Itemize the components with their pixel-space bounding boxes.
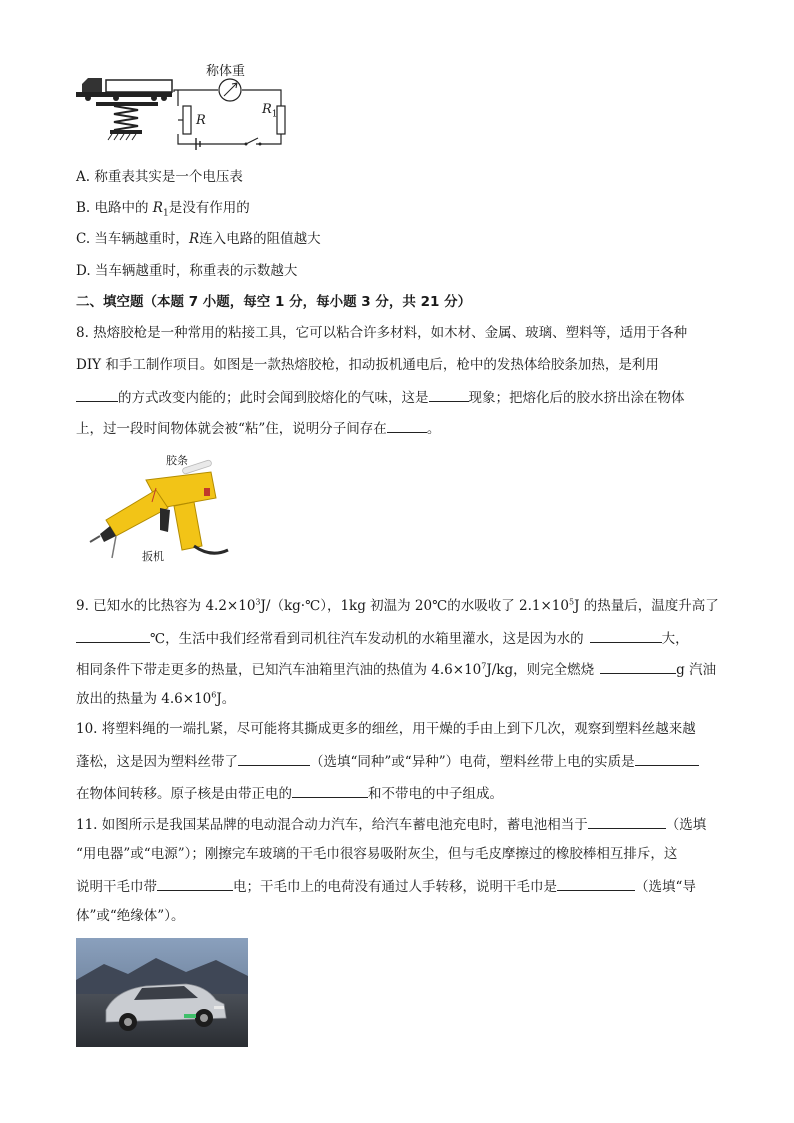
option-b: B. 电路中的 $R_1$是没有作用的 <box>76 200 250 219</box>
q9-line-2: ℃，生活中我们经常看到司机往汽车发动机的水箱里灌水，这是因为水的 大， <box>76 628 689 648</box>
q9-line-1: 9. 已知水的比热容为 $4.2\times 10^3J/(kg\cdot℃)$，1kg 初温为 20℃的水吸收了 $2.1\times 10^5J$ 的热量后，温度升高了 <box>76 597 719 614</box>
answer-blank[interactable] <box>590 628 662 643</box>
q8-line-3: 的方式改变内能的；此时会闻到胶熔化的气味，这是 现象；把熔化后的胶水挤出涂在物体 <box>76 387 685 407</box>
r-label: R <box>196 113 206 128</box>
glue-gun-figure <box>86 450 236 568</box>
answer-blank[interactable] <box>157 876 233 891</box>
answer-blank[interactable] <box>76 628 150 643</box>
answer-blank[interactable] <box>76 387 118 402</box>
q11-line-3: 说明干毛巾带 电；干毛巾上的电荷没有通过人手转移，说明干毛巾是 （选填“导 <box>76 876 696 896</box>
q10-line-3: 在物体间转移。原子核是由带正电的 和不带电的中子组成。 <box>76 783 503 803</box>
car-photo <box>76 938 248 1047</box>
q8-line-2: DIY 和手工制作项目。如图是一款热熔胶枪，扣动扳机通电后，枪中的发热体给胶条加热，是利用 <box>76 357 659 373</box>
answer-blank[interactable] <box>292 783 368 798</box>
section-heading: 二、填空题（本题 7 小题，每空 1 分，每小题 3 分，共 21 分） <box>76 294 472 310</box>
q9-line-4: 放出的热量为 $4.6\times 10^6J$。 <box>76 690 236 707</box>
circuit-diagram <box>76 58 296 158</box>
q10-line-2: 蓬松，这是因为塑料丝带了 （选填“同种”或“异种”）电荷，塑料丝带上电的实质是 <box>76 751 699 771</box>
trigger-label: 扳机 <box>142 550 164 563</box>
answer-blank[interactable] <box>588 814 666 829</box>
r1-label: $R_1$ <box>262 102 278 120</box>
answer-blank[interactable] <box>635 751 699 766</box>
option-a: A. 称重表其实是一个电压表 <box>76 169 243 185</box>
resistor-r1 <box>277 106 285 134</box>
answer-blank[interactable] <box>387 418 427 433</box>
car-image <box>76 938 248 1047</box>
q11-line-4: 体”或“绝缘体”）。 <box>76 908 185 924</box>
resistor-r <box>183 106 191 134</box>
q11-line-2: “用电器”或“电源”）；刚擦完车玻璃的干毛巾很容易吸附灰尘，但与毛皮摩擦过的橡胶棒相互排斥，这 <box>76 846 678 862</box>
option-d: D. 当车辆越重时，称重表的示数越大 <box>76 263 298 279</box>
q8-line-1: 8. 热熔胶枪是一种常用的粘接工具，它可以粘合许多材料，如木材、金属、玻璃、塑料等，适用于各种 <box>76 325 688 341</box>
meter-label: 称体重 <box>206 64 246 79</box>
truck-icon <box>76 78 172 140</box>
option-c: C. 当车辆越重时，R连入电路的阻值越大 <box>76 231 321 247</box>
answer-blank[interactable] <box>557 876 635 891</box>
answer-blank[interactable] <box>600 659 676 674</box>
answer-blank[interactable] <box>429 387 469 402</box>
q8-line-4: 上，过一段时间物体就会被“粘”住，说明分子间存在 。 <box>76 418 440 438</box>
q10-line-1: 10. 将塑料绳的一端扎紧，尽可能将其撕成更多的细丝，用干燥的手由上到下几次，观察到塑料丝越来越 <box>76 721 696 737</box>
answer-blank[interactable] <box>238 751 310 766</box>
glue-stick-label: 胶条 <box>166 454 188 467</box>
q9-line-3: 相同条件下带走更多的热量，已知汽车油箱里汽油的热值为 $4.6\times 10^7J/kg$，则完全燃烧 g 汽油 <box>76 659 716 679</box>
q11-line-1: 11. 如图所示是我国某品牌的电动混合动力汽车，给汽车蓄电池充电时，蓄电池相当于 （选填 <box>76 814 706 834</box>
